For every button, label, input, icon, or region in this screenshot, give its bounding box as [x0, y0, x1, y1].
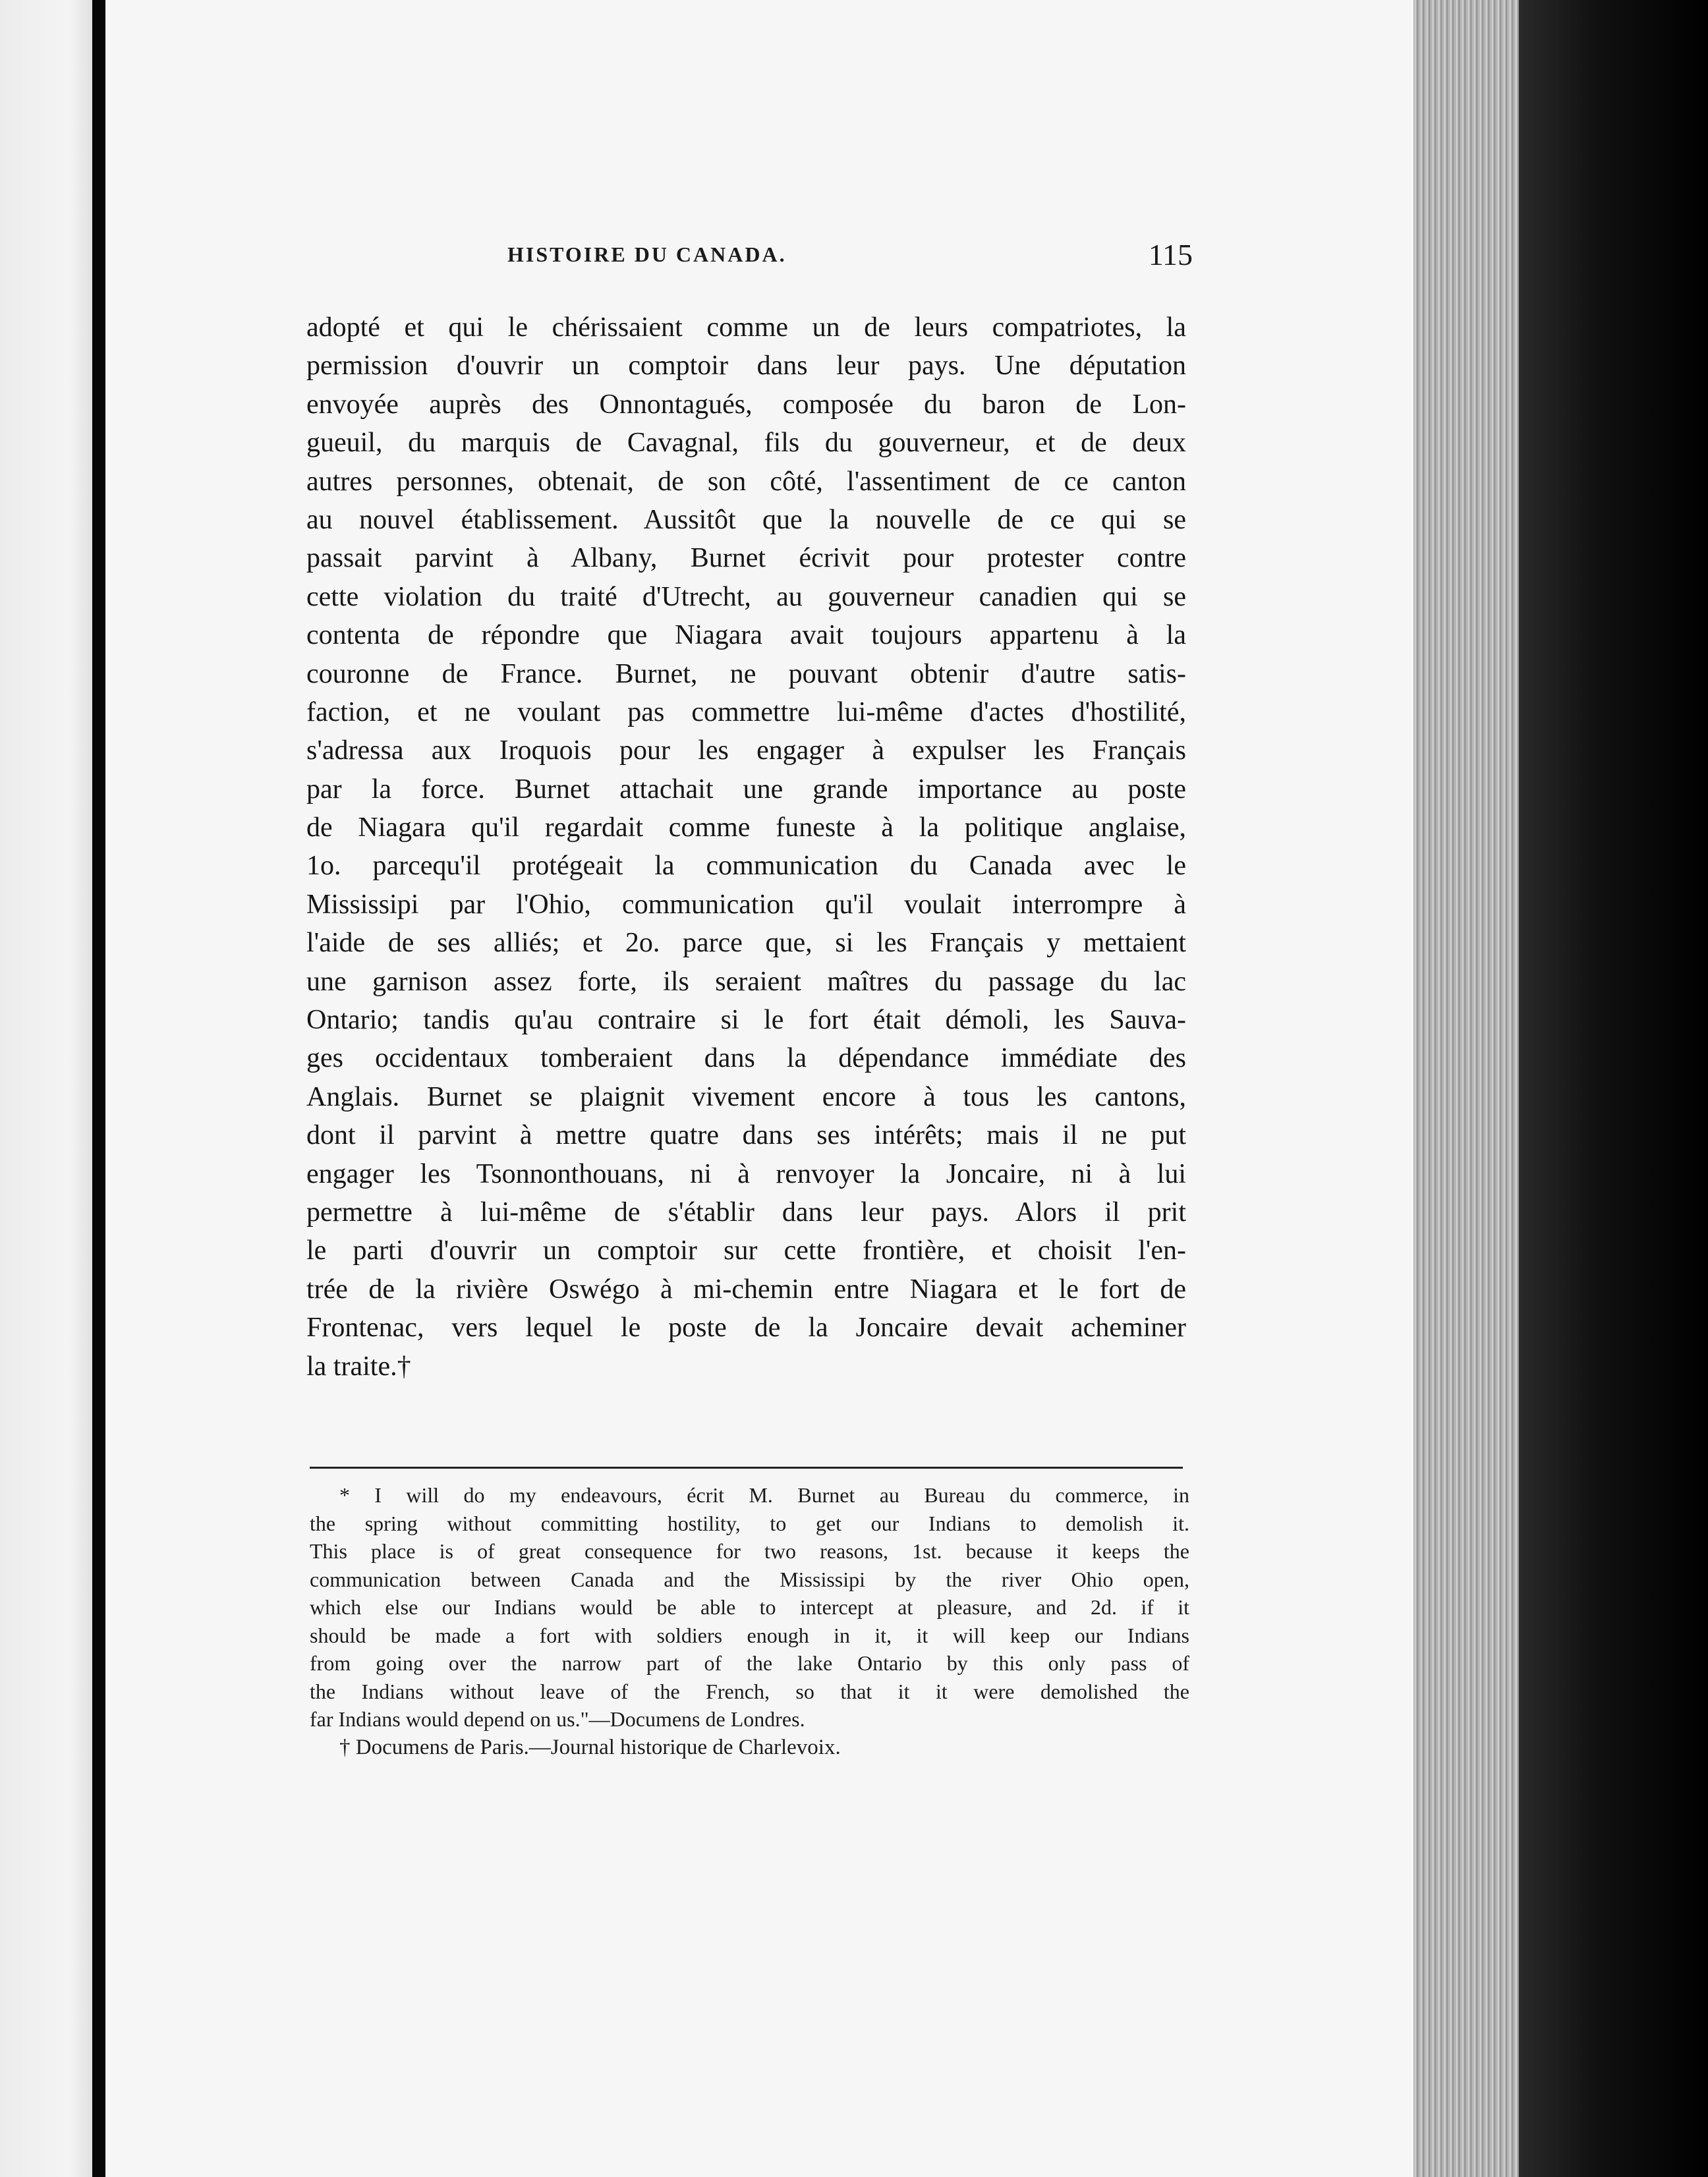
body-line: passait parvint à Albany, Burnet écrivit pour protester contre [306, 543, 1186, 574]
footnote-line: This place is of great consequence for two reasons, 1st. because it keeps the [310, 1539, 1189, 1563]
book-cover [1519, 0, 1708, 2177]
body-line: au nouvel établissement. Aussitôt que la nouvelle de ce qui se [306, 504, 1186, 535]
page-edges [1413, 0, 1519, 2177]
footnote-line: * I will do my endeavours, écrit M. Burnet au Bureau du commerce, in [339, 1483, 1189, 1507]
body-line: gueuil, du marquis de Cavagnal, fils du gouverneur, et de deux [306, 428, 1186, 459]
body-line: contenta de répondre que Niagara avait toujours appartenu à la [306, 620, 1186, 651]
body-line: engager les Tsonnonthouans, ni à renvoyer la Joncaire, ni à lui [306, 1158, 1186, 1189]
footnote-rule [310, 1467, 1183, 1469]
footnotes [310, 1481, 1189, 1761]
body-line: trée de la rivière Oswégo à mi-chemin entre Niagara et le fort de [306, 1274, 1186, 1305]
body-line: adopté et qui le chérissaient comme un de leurs compatriotes, la [306, 312, 1186, 343]
body-line: par la force. Burnet attachait une grande importance au poste [306, 774, 1186, 805]
footnote-line: from going over the narrow part of the lake Ontario by this only pass of [310, 1651, 1189, 1675]
body-line: la traite.† [306, 1351, 411, 1382]
body-line: 1o. parcequ'il protégeait la communication du Canada avec le [306, 851, 1186, 882]
footnote-line: the Indians without leave of the French, so that it it were demolished the [310, 1679, 1189, 1703]
body-line: une garnison assez forte, ils seraient maîtres du passage du lac [306, 966, 1186, 997]
body-line: envoyée auprès des Onnontagués, composée du baron de Lon- [306, 389, 1186, 420]
body-line: Anglais. Burnet se plaignit vivement encore à tous les cantons, [306, 1081, 1186, 1112]
body-line: de Niagara qu'il regardait comme funeste à la politique anglaise, [306, 812, 1186, 843]
body-line: couronne de France. Burnet, ne pouvant obtenir d'autre satis- [306, 658, 1186, 689]
body-line: permission d'ouvrir un comptoir dans leur pays. Une députation [306, 351, 1186, 382]
footnote-dagger: † Documens de Paris.—Journal historique de Charlevoix. [339, 1735, 841, 1759]
body-line: permettre à lui-même de s'établir dans leur pays. Alors il prit [306, 1197, 1186, 1228]
body-text [306, 308, 1186, 1386]
book-gutter [92, 0, 105, 2177]
body-line: l'aide de ses alliés; et 2o. parce que, si les Français y mettaient [306, 928, 1186, 959]
body-line: Frontenac, vers lequel le poste de la Joncaire devait acheminer [306, 1313, 1186, 1343]
body-line: faction, et ne voulant pas commettre lui-même d'actes d'hostilité, [306, 696, 1186, 727]
footnote-line: communication between Canada and the Mississipi by the river Ohio open, [310, 1567, 1189, 1591]
footnote-line: the spring without committing hostility, to get our Indians to demolish it. [310, 1511, 1189, 1535]
body-line: Ontario; tandis qu'au contraire si le fort était démoli, les Sauva- [306, 1005, 1186, 1036]
body-line: dont il parvint à mettre quatre dans ses intérêts; mais il ne put [306, 1120, 1186, 1151]
footnote-line: which else our Indians would be able to intercept at pleasure, and 2d. if it [310, 1595, 1189, 1619]
running-head: HISTOIRE DU CANADA. [507, 242, 787, 266]
body-line: cette violation du traité d'Utrecht, au gouverneur canadien qui se [306, 581, 1186, 612]
body-line: ges occidentaux tomberaient dans la dépendance immédiate des [306, 1043, 1186, 1074]
body-line: Mississipi par l'Ohio, communication qu'il voulait interrompre à [306, 889, 1186, 920]
body-line: le parti d'ouvrir un comptoir sur cette frontière, et choisit l'en- [306, 1235, 1186, 1266]
body-line: s'adressa aux Iroquois pour les engager à expulser les Français [306, 735, 1186, 766]
page-header [310, 237, 1226, 277]
body-line: autres personnes, obtenait, de son côté, l'assentiment de ce canton [306, 466, 1186, 497]
page-number: 115 [1148, 238, 1193, 271]
footnote-line: far Indians would depend on us."—Documens de Londres. [310, 1707, 805, 1731]
footnote-line: should be made a fort with soldiers enough in it, it will keep our Indians [310, 1623, 1189, 1647]
facing-page-strip [0, 0, 99, 2177]
